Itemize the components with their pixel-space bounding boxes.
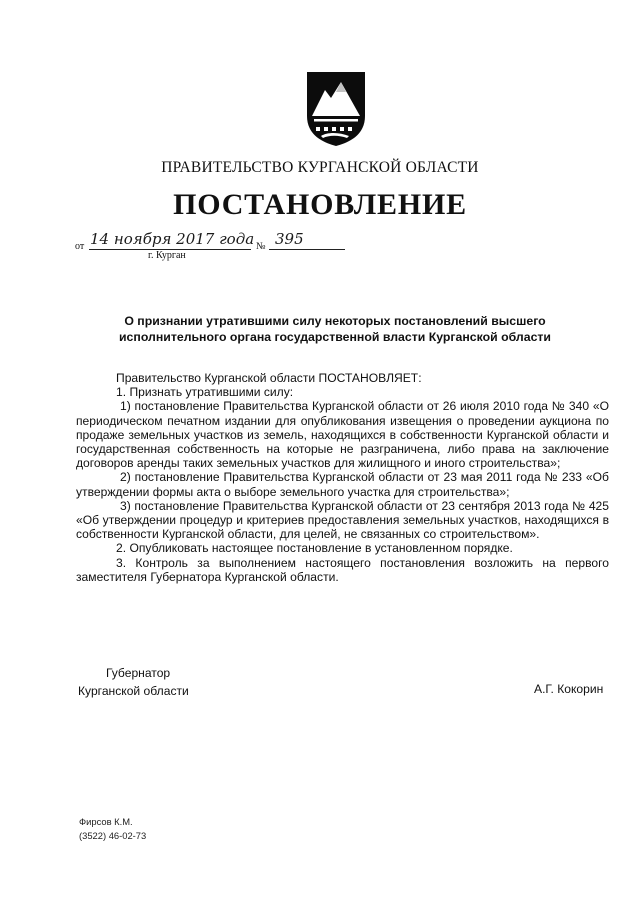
position-line-1: Губернатор — [106, 666, 171, 680]
handwritten-number: 395 — [275, 230, 304, 248]
document-body — [76, 371, 609, 584]
signatory-position — [78, 664, 189, 700]
executor-name: Фирсов К.М. — [79, 816, 133, 827]
subitem-3: 3) постановление Правительства Курганской области от 23 сентября 2013 года № 425 «Об утверждении процедур и критериев предоставления земельных участков, находящихся в собственности Курганской области, для целей, не связанных со строительством». — [76, 498, 609, 542]
subitem-1: 1) постановление Правительства Курганской области от 26 июля 2010 года № 340 «О периодическом печатном издании для опубликования извещения о проведении аукциона по продаже земельных участков из земель, находящихся в собственности Курганской области и государственная собственность на которые не разграничена, либо права на заключение договоров аренды таких земельных участков для жилищного и иного строительства»; — [76, 399, 609, 471]
signatory-name: А.Г. Кокорин — [534, 682, 604, 696]
position-line-2: Курганской области — [78, 684, 189, 698]
document-heading: О признании утратившими силу некоторых постановлений высшего исполнительного органа государственной власти Курганской области — [119, 314, 551, 344]
number-label: № — [256, 241, 266, 252]
item-1: 1. Признать утратившими силу: — [116, 385, 294, 400]
government-name: ПРАВИТЕЛЬСТВО КУРГАНСКОЙ ОБЛАСТИ — [161, 159, 479, 176]
subitem-2: 2) постановление Правительства Курганской области от 23 мая 2011 года № 233 «Об утверждении формы акта о выборе земельного участка для строительства»; — [76, 470, 609, 499]
coat-of-arms-icon — [303, 70, 369, 148]
document-type-title: ПОСТАНОВЛЕНИЕ — [173, 188, 467, 221]
city-label: г. Курган — [148, 250, 186, 261]
date-number-line — [75, 232, 375, 268]
intro-paragraph: Правительство Курганской области ПОСТАНОВЛЯЕТ: — [116, 371, 422, 385]
handwritten-date: 14 ноября 2017 года — [90, 230, 255, 248]
number-underline — [269, 249, 345, 250]
item-2: 2. Опубликовать настоящее постановление в установленном порядке. — [116, 541, 513, 556]
item-3: 3. Контроль за выполнением настоящего постановления возложить на первого заместителя Губернатора Курганской области. — [76, 555, 609, 584]
from-label: от — [75, 241, 85, 252]
executor-phone: (3522) 46-02-73 — [79, 830, 147, 841]
executor-block — [79, 815, 146, 843]
